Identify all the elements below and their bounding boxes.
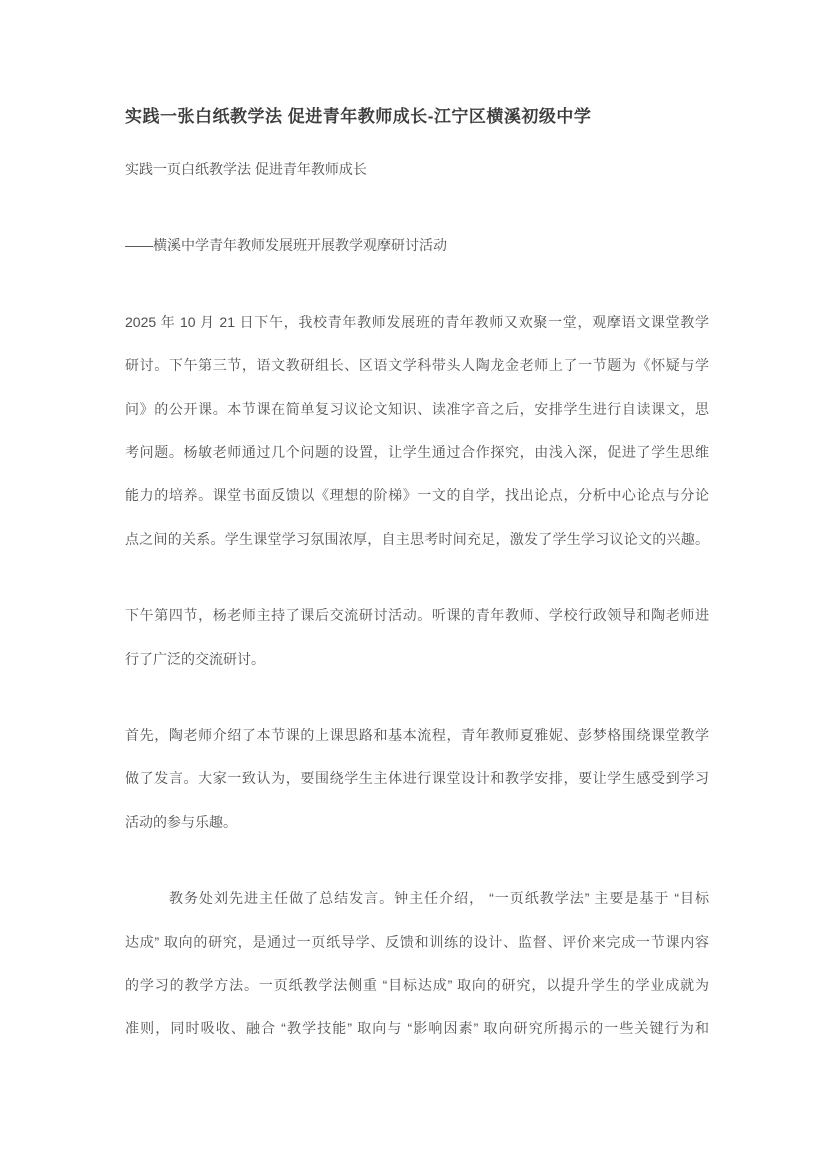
paragraph-4: [125, 877, 709, 1051]
text-line: 能力的培养。课堂书面反馈以《理想的阶梯》一文的自学，找出论点，分析中心论点与分论: [125, 487, 709, 504]
text-line: 达成” 取向的研究，是通过一页纸导学、反馈和训练的设计、监督、评价来完成一节课内容: [125, 933, 709, 950]
text-line: 考问题。杨敏老师通过几个问题的设置，让学生通过合作探究，由浅入深，促进了学生思维: [125, 443, 709, 460]
text-line: 做了发言。大家一致认为，要围绕学生主体进行课堂设计和教学安排，要让学生感受到学习: [125, 770, 709, 787]
text-line: 首先，陶老师介绍了本节课的上课思路和基本流程，青年教师夏雅妮、彭梦格围绕课堂教学: [125, 726, 709, 743]
doc-subtitle: 实践一页白纸教学法 促进青年教师成长: [125, 161, 367, 177]
text-line: 下午第四节，杨老师主持了课后交流研讨活动。听课的青年教师、学校行政领导和陶老师进: [125, 607, 709, 624]
document-content: [125, 104, 709, 1051]
text-line: 研讨。下午第三节，语文教研组长、区语文学科带头人陶龙金老师上了一节题为《怀疑与学: [125, 357, 709, 374]
paragraph-2: [125, 594, 709, 681]
paragraph-1: [125, 301, 709, 561]
text-line: 的学习的教学方法。一页纸教学法侧重 “目标达成” 取向的研究，以提升学生的学业成就为: [125, 976, 709, 993]
page-title: 实践一张白纸教学法 促进青年教师成长-江宁区横溪初级中学: [125, 107, 592, 126]
text-line: 行了广泛的交流研讨。: [125, 650, 265, 667]
text-line: 2025 年 10 月 21 日下午，我校青年教师发展班的青年教师又欢聚一堂，观摩语文课堂教学: [125, 313, 709, 330]
doc-byline: ——横溪中学青年教师发展班开展教学观摩研讨活动: [125, 237, 447, 254]
text-line: 准则，同时吸收、融合 “教学技能” 取向与 “影响因素” 取向研究所揭示的一些关键行为和: [125, 1020, 709, 1037]
text-line: 问》的公开课。本节课在简单复习议论文知识、读准字音之后，安排学生进行自读课文，思: [125, 400, 709, 417]
text-line: 活动的参与乐趣。: [125, 813, 237, 830]
text-line: 教务处刘先进主任做了总结发言。钟主任介绍， “一页纸教学法” 主要是基于 “目标: [169, 890, 709, 907]
paragraph-3: [125, 714, 709, 844]
text-line: 点之间的关系。学生课堂学习氛围浓厚，自主思考时间充足，激发了学生学习议论文的兴趣。: [125, 530, 709, 547]
